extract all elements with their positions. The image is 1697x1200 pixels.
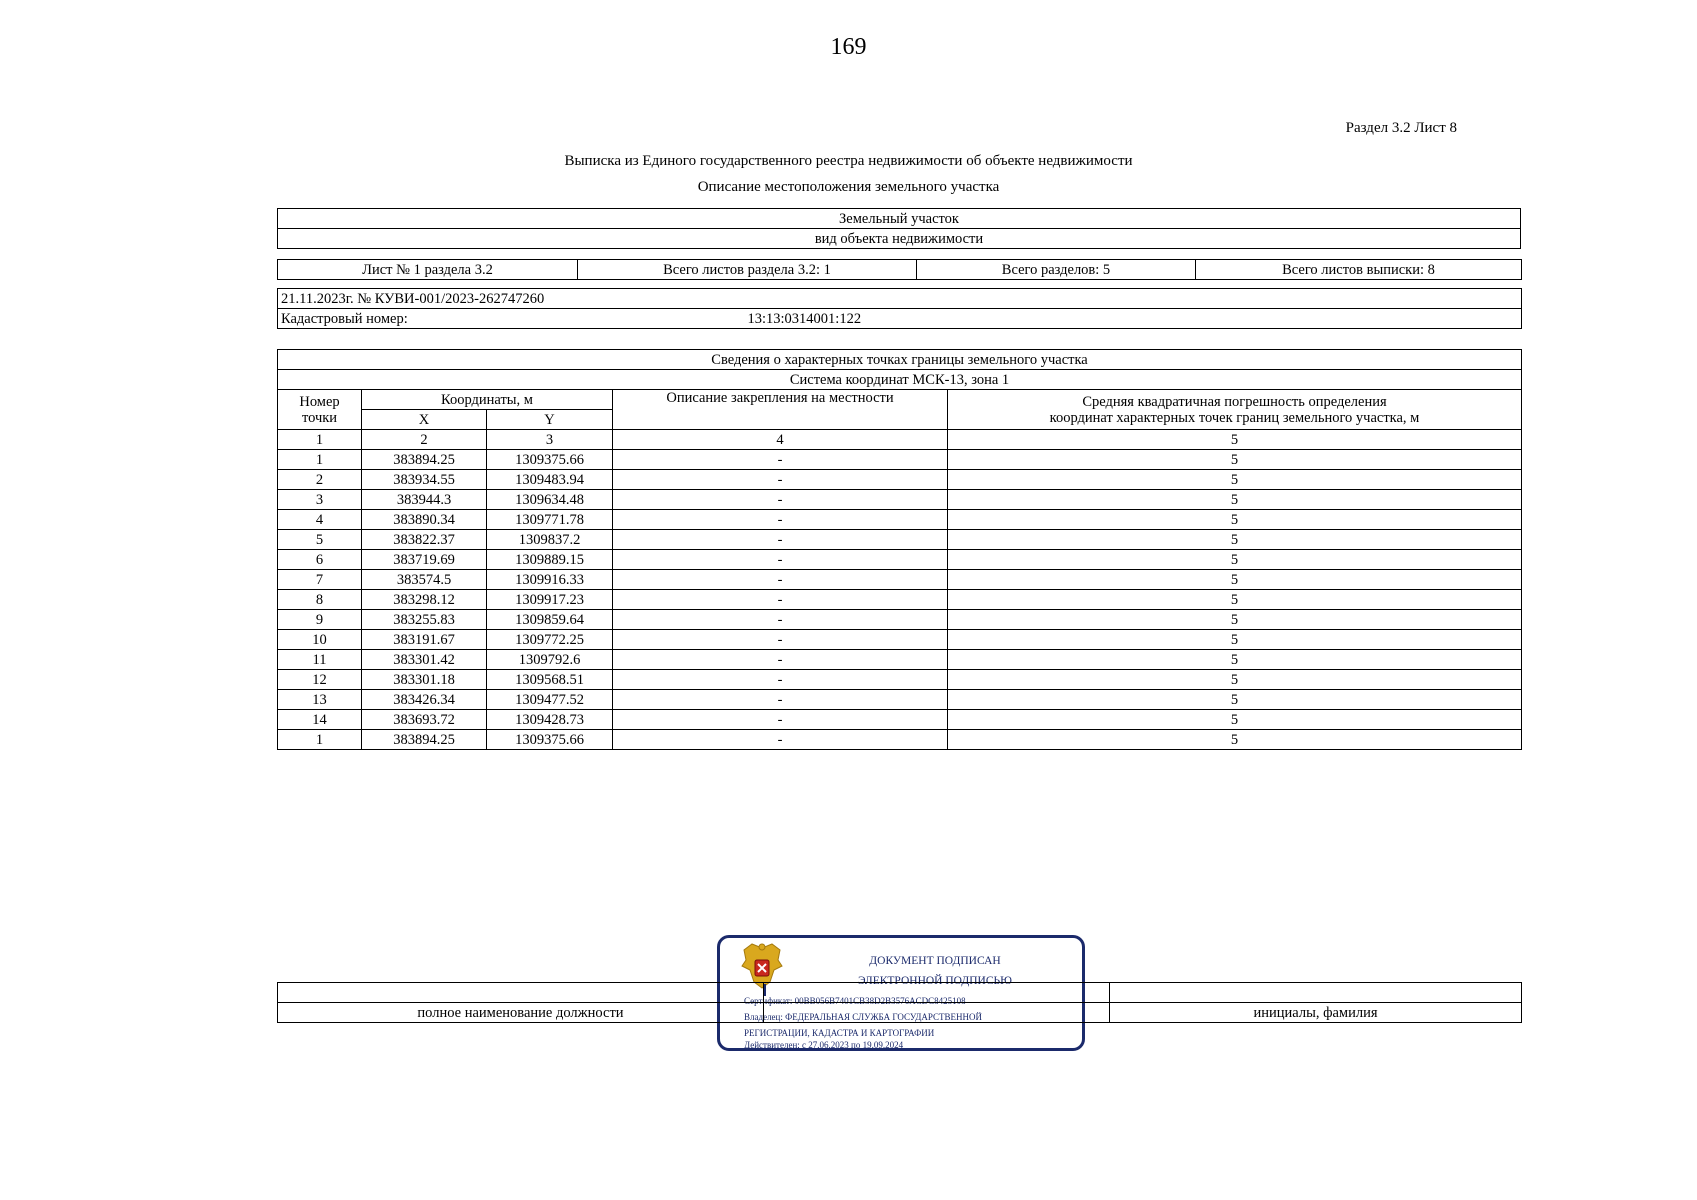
sheet-number: Лист № 1 раздела 3.2 <box>278 260 578 280</box>
x-cell: 383890.34 <box>362 510 487 530</box>
error-cell: 5 <box>948 470 1522 490</box>
point-number-cell: 11 <box>278 650 362 670</box>
x-cell: 383894.25 <box>362 450 487 470</box>
points-rows <box>278 450 1522 750</box>
object-type-table <box>277 208 1521 249</box>
col-error-line2: координат характерных точек границ земельного участка, м <box>1049 409 1420 426</box>
y-cell: 1309792.6 <box>487 650 613 670</box>
description-cell: - <box>613 570 948 590</box>
x-cell: 383301.18 <box>362 670 487 690</box>
table-row <box>278 510 1522 530</box>
x-cell: 383894.25 <box>362 730 487 750</box>
point-number-cell: 13 <box>278 690 362 710</box>
point-number-cell: 3 <box>278 490 362 510</box>
error-cell: 5 <box>948 530 1522 550</box>
document-subtitle: Описание местоположения земельного участка <box>697 179 1000 195</box>
y-cell: 1309859.64 <box>487 610 613 630</box>
description-cell: - <box>613 450 948 470</box>
error-cell: 5 <box>948 730 1522 750</box>
col-point-number <box>278 390 362 430</box>
table-row <box>278 550 1522 570</box>
col-coordinates: Координаты, м <box>362 390 613 410</box>
error-cell: 5 <box>948 550 1522 570</box>
error-cell: 5 <box>948 710 1522 730</box>
point-number-cell: 4 <box>278 510 362 530</box>
sheets-info-table <box>277 259 1522 280</box>
x-cell: 383574.5 <box>362 570 487 590</box>
description-cell: - <box>613 710 948 730</box>
error-cell: 5 <box>948 590 1522 610</box>
table-row <box>278 530 1522 550</box>
x-cell: 383934.55 <box>362 470 487 490</box>
point-number-cell: 2 <box>278 470 362 490</box>
description-cell: - <box>613 730 948 750</box>
point-number-cell: 14 <box>278 710 362 730</box>
description-cell: - <box>613 610 948 630</box>
points-table-title: Сведения о характерных точках границы земельного участка <box>278 350 1522 370</box>
stamp-line1: ДОКУМЕНТ ПОДПИСАН <box>869 955 1001 967</box>
point-number-cell: 10 <box>278 630 362 650</box>
position-caption: полное наименование должности <box>278 1003 764 1023</box>
description-cell: - <box>613 550 948 570</box>
y-cell: 1309634.48 <box>487 490 613 510</box>
total-sections: Всего разделов: 5 <box>917 260 1196 280</box>
x-cell: 383301.42 <box>362 650 487 670</box>
col-error-line1: Средняя квадратичная погрешность определения <box>1082 393 1387 410</box>
error-cell: 5 <box>948 630 1522 650</box>
col-x: X <box>362 410 487 430</box>
table-row <box>278 630 1522 650</box>
error-cell: 5 <box>948 690 1522 710</box>
col-number-5: 5 <box>948 430 1522 450</box>
stamp-certificate: Сертификат: 00BB056B7401CB38D2B3576ACDC8425108 <box>744 996 966 1006</box>
y-cell: 1309889.15 <box>487 550 613 570</box>
table-row <box>278 690 1522 710</box>
point-number-cell: 12 <box>278 670 362 690</box>
table-row <box>278 670 1522 690</box>
error-cell: 5 <box>948 610 1522 630</box>
cadastral-value: 13:13:0314001:122 <box>745 309 1522 329</box>
y-cell: 1309477.52 <box>487 690 613 710</box>
registration-date-number: 21.11.2023г. № КУВИ-001/2023-262747260 <box>278 289 1522 309</box>
x-cell: 383255.83 <box>362 610 487 630</box>
y-cell: 1309837.2 <box>487 530 613 550</box>
description-cell: - <box>613 630 948 650</box>
x-cell: 383191.67 <box>362 630 487 650</box>
stamp-owner-line2: РЕГИСТРАЦИИ, КАДАСТРА И КАРТОГРАФИИ <box>744 1028 935 1038</box>
stamp-valid: Действителен: с 27.06.2023 по 19.09.2024 <box>744 1040 904 1050</box>
error-cell: 5 <box>948 650 1522 670</box>
y-cell: 1309568.51 <box>487 670 613 690</box>
y-cell: 1309375.66 <box>487 730 613 750</box>
col-number-4: 4 <box>613 430 948 450</box>
point-number-cell: 1 <box>278 730 362 750</box>
signature-position-field <box>278 983 764 1003</box>
table-row <box>278 710 1522 730</box>
object-type-caption: вид объекта недвижимости <box>278 229 1521 249</box>
table-row <box>278 570 1522 590</box>
y-cell: 1309772.25 <box>487 630 613 650</box>
point-number-cell: 8 <box>278 590 362 610</box>
point-number-cell: 1 <box>278 450 362 470</box>
point-number-cell: 9 <box>278 610 362 630</box>
col-number-2: 2 <box>362 430 487 450</box>
page-number: 169 <box>830 34 867 60</box>
section-label: Раздел 3.2 Лист 8 <box>1345 120 1457 136</box>
error-cell: 5 <box>948 510 1522 530</box>
object-type-value: Земельный участок <box>278 209 1521 229</box>
registration-table <box>277 288 1522 329</box>
x-cell: 383822.37 <box>362 530 487 550</box>
coordinate-system: Система координат МСК-13, зона 1 <box>278 370 1522 390</box>
description-cell: - <box>613 530 948 550</box>
col-number-3: 3 <box>487 430 613 450</box>
col-description: Описание закрепления на местности <box>613 390 948 430</box>
point-number-cell: 6 <box>278 550 362 570</box>
stamp-line2: ЭЛЕКТРОННОЙ ПОДПИСЬЮ <box>858 975 1012 987</box>
description-cell: - <box>613 490 948 510</box>
description-cell: - <box>613 670 948 690</box>
cadastral-label: Кадастровый номер: <box>278 309 745 329</box>
col-number-1: 1 <box>278 430 362 450</box>
description-cell: - <box>613 690 948 710</box>
table-row <box>278 470 1522 490</box>
y-cell: 1309916.33 <box>487 570 613 590</box>
total-sheets-extract: Всего листов выписки: 8 <box>1196 260 1522 280</box>
initials-caption: инициалы, фамилия <box>1110 1003 1522 1023</box>
document-title: Выписка из Единого государственного реестра недвижимости об объекте недвижимости <box>564 153 1133 169</box>
table-row <box>278 590 1522 610</box>
total-sheets-section: Всего листов раздела 3.2: 1 <box>578 260 917 280</box>
signature-stamp-gap-2 <box>764 1003 1110 1023</box>
description-cell: - <box>613 590 948 610</box>
table-row <box>278 610 1522 630</box>
x-cell: 383426.34 <box>362 690 487 710</box>
error-cell: 5 <box>948 570 1522 590</box>
table-row <box>278 730 1522 750</box>
y-cell: 1309428.73 <box>487 710 613 730</box>
signature-table <box>277 982 1522 1023</box>
x-cell: 383719.69 <box>362 550 487 570</box>
x-cell: 383944.3 <box>362 490 487 510</box>
description-cell: - <box>613 510 948 530</box>
boundary-points-table <box>277 349 1522 750</box>
error-cell: 5 <box>948 670 1522 690</box>
col-point-number-line2: точки <box>301 409 338 426</box>
table-row <box>278 490 1522 510</box>
point-number-cell: 7 <box>278 570 362 590</box>
point-number-cell: 5 <box>278 530 362 550</box>
y-cell: 1309917.23 <box>487 590 613 610</box>
y-cell: 1309771.78 <box>487 510 613 530</box>
x-cell: 383298.12 <box>362 590 487 610</box>
y-cell: 1309375.66 <box>487 450 613 470</box>
stamp-owner-line1: Владелец: ФЕДЕРАЛЬНАЯ СЛУЖБА ГОСУДАРСТВЕННОЙ <box>744 1012 983 1022</box>
table-row <box>278 650 1522 670</box>
description-cell: - <box>613 650 948 670</box>
signature-initials-field <box>1110 983 1522 1003</box>
description-cell: - <box>613 470 948 490</box>
error-cell: 5 <box>948 450 1522 470</box>
col-point-number-line1: Номер <box>299 393 340 410</box>
x-cell: 383693.72 <box>362 710 487 730</box>
table-row <box>278 450 1522 470</box>
y-cell: 1309483.94 <box>487 470 613 490</box>
signature-stamp-gap <box>764 983 1110 1003</box>
col-error <box>948 390 1522 430</box>
col-y: Y <box>487 410 613 430</box>
error-cell: 5 <box>948 490 1522 510</box>
